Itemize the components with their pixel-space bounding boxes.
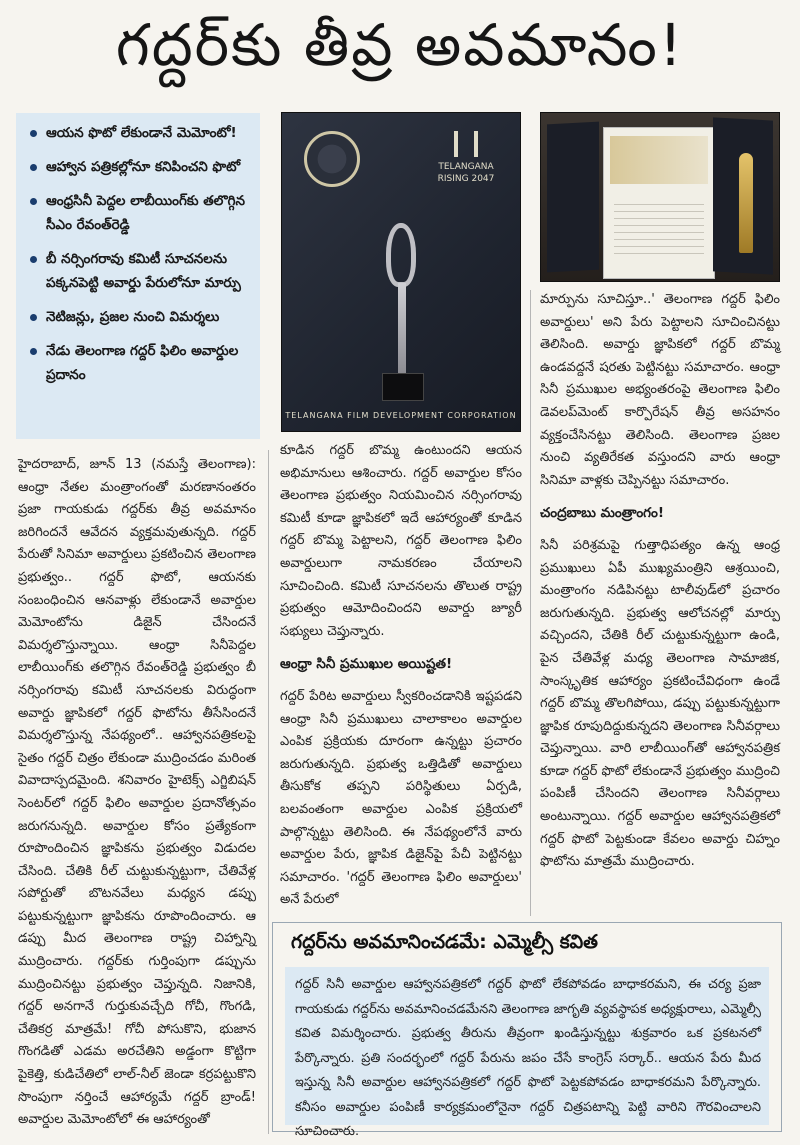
highlight-item: నెటిజన్లు, ప్రజల నుంచి విమర్శలు [30,305,254,329]
bullet-icon [30,130,37,137]
bullet-icon [30,198,37,205]
article-column-3 [540,289,780,874]
bullet-icon [30,256,37,263]
column-2-subhead: ఆంధ్రా సినీ ప్రముఖుల అయిష్టత! [280,656,453,673]
highlight-item: ఆయన ఫొటో లేకుండానే మెమోంటో! [30,121,254,145]
article-column-2 [280,440,522,912]
rising-logo-icon [454,131,478,157]
column-3-subhead: చంద్రబాబు మంత్రాంగం! [540,505,665,522]
article-column-1 [18,454,256,1132]
invite-card [603,127,715,279]
telangana-seal-icon [304,131,360,187]
column-divider [268,450,269,1134]
award-invitation-photo [281,112,521,432]
rising-logo-text: TELANGANA RISING 2047 [437,162,495,184]
highlight-item: బీ నర్సింగరావు కమిటీ సూచనలను పక్కనపెట్టి అవార్డు పేరులోనూ మార్పు [30,247,254,295]
box-heading: గద్దర్‌ను అవమానించడమే: ఎమ్మెల్సీ కవిత [291,930,598,953]
column-2-para-1: కూడిన గద్దర్ బొమ్మ ఉంటుందని ఆయన అభిమానులు ఆశించారు. గద్దర్ అవార్డుల కోసం తెలంగాణ ప్రభుత్వం నియమించిన నర్సింగరావు కమిటీ కూడా జ్ఞాపికలో ఇదే ఆహార్యంతో కూడిన గద్దర్ బొమ్మ పెట్టాలని, గద్దర్ తెలంగాణ ఫిలిం అవార్డులుగా నామకరణం చేయాలని సూచించింది. కమిటీ సూచనలను తొలుత రాష్ట్ర ప్రభుత్వం ఆమోదించిందని అవార్డు జ్యూరీ సభ్యులు చెప్తున్నారు. [280,443,522,639]
telangana-rising-logo [434,131,498,201]
highlight-item: ఆహ్వాన పత్రికల్లోనూ కనిపించని ఫొటో [30,155,254,179]
gold-trophy-icon [739,153,753,253]
kavitha-statement-box [272,922,782,1139]
highlights-list [30,121,254,387]
folder-left-panel [547,122,599,273]
bullet-icon [30,164,37,171]
highlight-item: నేడు తెలంగాణ గద్దర్ ఫిలిం అవార్డుల ప్రదానం [30,339,254,387]
award-memento-icon [378,223,426,403]
headline: గద్దర్‌కు తీవ్ర అవమానం! [115,10,685,79]
box-body [285,967,769,1139]
column-divider [530,290,531,916]
box-text: గద్దర్ సినీ అవార్డుల ఆహ్వానపత్రికలో గద్దర్ ఫొటో లేకపోవడం బాధాకరమని, ఈ చర్య ప్రజా గాయకుడు గద్దర్‌ను అవమానించడమేనని తెలంగాణ జాగృతి వ్యవస్థాపక అధ్యక్షురాలు, ఎమ్మెల్సీ కవిత విమర్శించారు. ప్రభుత్వ తీరును తీవ్రంగా ఖండిస్తున్నట్టు శుక్రవారం ఒక ప్రకటనలో పేర్కొన్నారు. ప్రతి సందర్భంలో గద్దర్ పేరును జపం చేసే కాంగ్రెస్ సర్కార్.. ఆయన పేరు మీద ఇస్తున్న సినీ అవార్డుల ఆహ్వానపత్రికలో గద్దర్ ఫొటో పెట్టకపోవడం బాధాకరమని పేర్కొన్నారు. కనీసం అవార్డుల పంపిణీ కార్యక్రమంలోనైనా గద్దర్ చిత్రపటాన్ని పెట్టి వారిని గౌరవించాలని సూచించారు. [295,977,761,1139]
bullet-icon [30,348,37,355]
bullet-icon [30,314,37,321]
corporation-text: TELANGANA FILM DEVELOPMENT CORPORATION [285,411,517,420]
invitation-card-photo [540,112,780,282]
column-2-para-2: గద్దర్ పేరిట అవార్డులు స్వీకరించడానికి ఇష్టపడని ఆంధ్రా సినీ ప్రముఖులు చాలాకాలం అవార్డుల ఎంపిక ప్రక్రియకు దూరంగా ఉన్నట్టు ప్రచారం జరుగుతున్నది. ప్రభుత్వ ఒత్తిడితో అవార్డులు తీసుకోక తప్పని పరిస్థితులు ఏర్పడి, బలవంతంగా అవార్డుల ఎంపిక ప్రక్రియలో పాల్గొన్నట్టు తెలిసింది. ఈ నేపథ్యంలోనే వారు అవార్డుల పేరు, జ్ఞాపిక డిజైన్‌పై పేచీ పెట్టినట్టు సమాచారం. 'గద్దర్ తెలంగాణ ఫిలిం అవార్డులు' అనే పేరులో [280,688,522,908]
highlight-item: ఆంధ్రసినీ పెద్దల లాబీయింగ్‌కు తలొగ్గిన సీఎం రేవంత్‌రెడ్డి [30,189,254,237]
column-1-text: హైదరాబాద్, జూన్ 13 (నమస్తే తెలంగాణ): ఆంధ్రా నేతల మంత్రాంగంతో మరణానంతరం ప్రజా గాయకుడు గద్దర్‌కు తీవ్ర అవమానం జరిగిందనే ఆవేదన వ్యక్తమవుతున్నది. గద్దర్ పేరుతో సినిమా అవార్డులు ప్రకటించిన తెలంగాణ ప్రభుత్వం.. గద్దర్ ఫొటో, ఆయనకు సంబంధించిన ఆనవాళ్లు లేకుండానే అవార్డుల మెమోంటోను డిజైన్ చేసిందనే విమర్శలొస్తున్నాయి. ఆంధ్రా సినీపెద్దల లాబీయింగ్‌కు తలొగ్గిన రేవంత్‌రెడ్డి ప్రభుత్వం బీ నర్సింగరావు కమిటీ సూచనలకు విరుద్ధంగా అవార్డు జ్ఞాపికలో గద్దర్ ఫొటోను తీసేసిందనే విమర్శలొస్తున్న నేపథ్యంలో.. ఆహ్వానపత్రికలపై సైతం గద్దర్ చిత్రం లేకుండా ముద్రించడం మరింత వివాదాస్పదమైంది. శనివారం హైటెక్స్ ఎగ్జిబిషన్ సెంటర్‌లో గద్దర్ ఫిలిం అవార్డుల ప్రదానోత్సవం జరుగనున్నది. అవార్డుల కోసం ప్రత్యేకంగా రూపొందించిన జ్ఞాపికను ప్రభుత్వం విడుదల చేసింది. చేతికి రీల్ చుట్టుకున్నట్టుగా, చేతివేళ్ల సపోర్టుతో బొటనవేలు మధ్యన డప్పు పట్టుకున్నట్టుగా జ్ఞాపికను రూపొందించారు. ఆ డప్పు మీద తెలంగాణ రాష్ట్ర చిహ్నాన్ని ముద్రించారు. గద్దర్‌కు గుర్తింపుగా డప్పును ముద్రించినట్టు ప్రభుత్వం చెప్తున్నది. నిజానికి, గద్దర్ అనగానే గుర్తుకువచ్చేది గోచీ, గొంగడి, చేతికర్ర మాత్రమే! గోచీ పోసుకొని, భుజాన గొంగడితో ఎడమ అరచేతిని అడ్డంగా కొట్టిగా పైకెత్తి, కుడిచేతిలో లాల్-నీల్ జెండా కర్రపట్టుకొని సొంపుగా నర్తించే ఆహార్యమే గద్దర్ బ్రాండ్! అవార్డుల మెమోంటోలో ఈ ఆహార్యంతో [18,457,256,1128]
column-3-para-1: మార్పును సూచిస్తూ..' తెలంగాణ గద్దర్ ఫిలిం అవార్డులు' అని పేరు పెట్టాలని సూచించినట్టు తెలిసింది. అవార్డు జ్ఞాపికలో గద్దర్ బొమ్మ ఉండవద్దనే షరతు పెట్టినట్టు సమాచారం. ఆంధ్రా సినీ ప్రముఖుల అభ్యంతరంపై తెలంగాణ ఫిలిం డెవలప్‌మెంట్ కార్పొరేషన్ తీవ్ర అసహనం వ్యక్తంచేసినట్టు తెలిసింది. తెలంగాణ ప్రజల నుంచి వ్యతిరేకత వస్తుందని వారు ఆంధ్రా సినిమా వాళ్లకు చెప్పినట్టు సమాచారం. [540,292,780,488]
column-3-para-2: సినీ పరిశ్రమపై గుత్తాధిపత్యం ఉన్న ఆంధ్ర ప్రముఖులు ఏపీ ముఖ్యమంత్రిని ఆశ్రయించి, మంత్రాంగం నడిపినట్టు టాలీవుడ్‌లో ప్రచారం జరుగుతున్నది. ప్రభుత్వ ఆలోచనల్లో మార్పు వచ్చిందని, చేతికి రీల్ చుట్టుకున్నట్టుగా ఉండి, పైన చేతివేళ్ల మధ్య తెలంగాణ సామాజిక, సాంస్కృతిక ఆహార్యం ప్రకటించేవిధంగా ఉండే గద్దర్ బొమ్మ తొలగిపోయి, డప్పు పట్టుకున్నట్టుగా జ్ఞాపిక రూపుదిద్దుకున్నదని తెలంగాణ సినీవర్గాలు చెప్తున్నాయి. వారి లాబీయింగ్‌తో ఆహ్వానపత్రిక కూడా గద్దర్ ఫొటో లేకుండానే ప్రభుత్వం ముద్రించి పంపిణీ చేసిందని తెలంగాణ సినీవర్గాలు అంటున్నాయి. గద్దర్ అవార్డుల ఆహ్వానపత్రికలో గద్దర్ ఫొటో పెట్టకుండా కేవలం అవార్డు చిహ్నం ఫొటోను మాత్రమే ముద్రించారు. [540,537,780,870]
highlights-box [16,113,260,439]
